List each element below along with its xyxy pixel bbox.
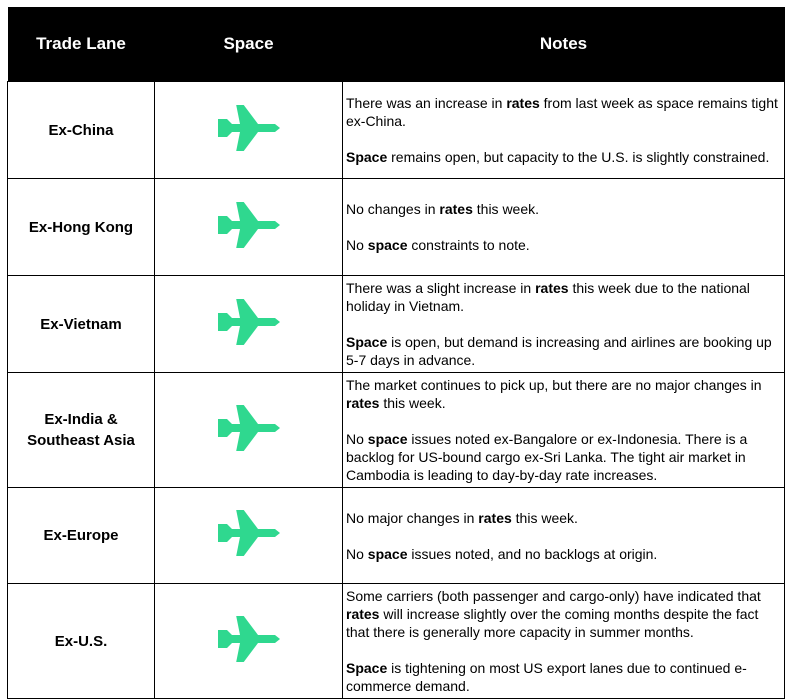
airplane-icon [216, 510, 282, 556]
notes-text: from last week as space remains tight ex-China. [346, 95, 778, 129]
notes-text: will increase slightly over the coming months despite the fact that there is generally more capacity in summer months. [346, 606, 759, 640]
notes-keyword: rates [506, 95, 540, 111]
notes-cell [343, 82, 785, 179]
notes-space-paragraph [346, 148, 780, 166]
notes-space-paragraph [346, 333, 780, 369]
notes-keyword: space [367, 545, 408, 562]
notes-keyword: rates [346, 395, 380, 411]
table-row [8, 488, 785, 584]
header-space: Space [155, 7, 343, 82]
space-cell [155, 488, 343, 584]
notes-text: issues noted, and no backlogs at origin. [407, 545, 658, 562]
notes-keyword: space [367, 431, 408, 447]
notes-rates-paragraph [346, 94, 780, 130]
notes-keyword: Space [346, 149, 388, 165]
space-cell [155, 179, 343, 276]
notes-rates-paragraph [346, 200, 780, 218]
notes-cell [343, 488, 785, 584]
notes-cell [343, 584, 785, 699]
space-cell [155, 373, 343, 488]
notes-cell [343, 373, 785, 488]
airplane-icon [216, 405, 282, 451]
notes-text: No changes in [346, 201, 440, 217]
notes-text: Some carriers (both passenger and cargo-only) have indicated that [346, 588, 761, 604]
notes-rates-paragraph [346, 587, 780, 641]
notes-keyword: rates [535, 280, 569, 296]
notes-space-paragraph [346, 545, 780, 563]
notes-text: There was an increase in [346, 95, 507, 111]
space-cell [155, 276, 343, 373]
notes-text: No [346, 431, 368, 447]
trade-lane-cell: Ex-Europe [8, 488, 155, 584]
notes-text: No [346, 545, 368, 562]
airplane-icon [216, 105, 282, 151]
notes-text: this week. [511, 509, 578, 526]
notes-text: is open, but demand is increasing and airlines are booking up 5-7 days in advance. [346, 334, 772, 368]
airplane-icon [216, 616, 282, 662]
notes-text: is tightening on most US export lanes due to continued e-commerce demand. [346, 660, 747, 694]
notes-rates-paragraph [346, 279, 780, 315]
notes-text: this week. [472, 201, 540, 217]
notes-cell [343, 179, 785, 276]
notes-text: this week due to the national holiday in Vietnam. [346, 280, 750, 314]
notes-keyword: Space [346, 660, 388, 676]
notes-keyword: rates [439, 201, 473, 217]
notes-space-paragraph [346, 430, 780, 484]
airplane-icon [216, 202, 282, 248]
table-row [8, 373, 785, 488]
notes-rates-paragraph [346, 509, 780, 527]
trade-lane-cell: Ex-India & Southeast Asia [8, 373, 155, 488]
trade-lane-table [7, 7, 785, 699]
notes-keyword: rates [346, 606, 380, 622]
notes-space-paragraph [346, 659, 780, 695]
notes-text: constraints to note. [407, 237, 530, 253]
space-cell [155, 584, 343, 699]
trade-lane-cell: Ex-U.S. [8, 584, 155, 699]
notes-keyword: space [367, 237, 408, 253]
notes-keyword: Space [346, 334, 388, 350]
notes-text: this week. [379, 395, 446, 411]
trade-lane-cell: Ex-China [8, 82, 155, 179]
notes-text: issues noted ex-Bangalore or ex-Indonesia. There is a backlog for US-bound cargo ex-Sri Lanka. The tight air market in Cambodia is leading to day-by-day rate increases. [346, 431, 748, 483]
table-row [8, 276, 785, 373]
notes-text: remains open, but capacity to the U.S. is slightly constrained. [387, 149, 770, 165]
trade-lane-table-container [7, 7, 784, 699]
notes-text: There was a slight increase in [346, 280, 536, 296]
header-trade-lane: Trade Lane [8, 7, 155, 82]
header-notes: Notes [343, 7, 785, 82]
notes-space-paragraph [346, 236, 780, 254]
notes-text: No [346, 237, 368, 253]
trade-lane-cell: Ex-Vietnam [8, 276, 155, 373]
table-header-row [8, 7, 785, 82]
space-cell [155, 82, 343, 179]
notes-text: No major changes in [346, 509, 479, 526]
table-row [8, 584, 785, 699]
notes-rates-paragraph [346, 376, 780, 412]
airplane-icon [216, 299, 282, 345]
notes-keyword: rates [478, 509, 512, 526]
notes-text: The market continues to pick up, but there are no major changes in [346, 377, 762, 393]
table-row [8, 179, 785, 276]
table-row [8, 82, 785, 179]
notes-cell [343, 276, 785, 373]
trade-lane-cell: Ex-Hong Kong [8, 179, 155, 276]
